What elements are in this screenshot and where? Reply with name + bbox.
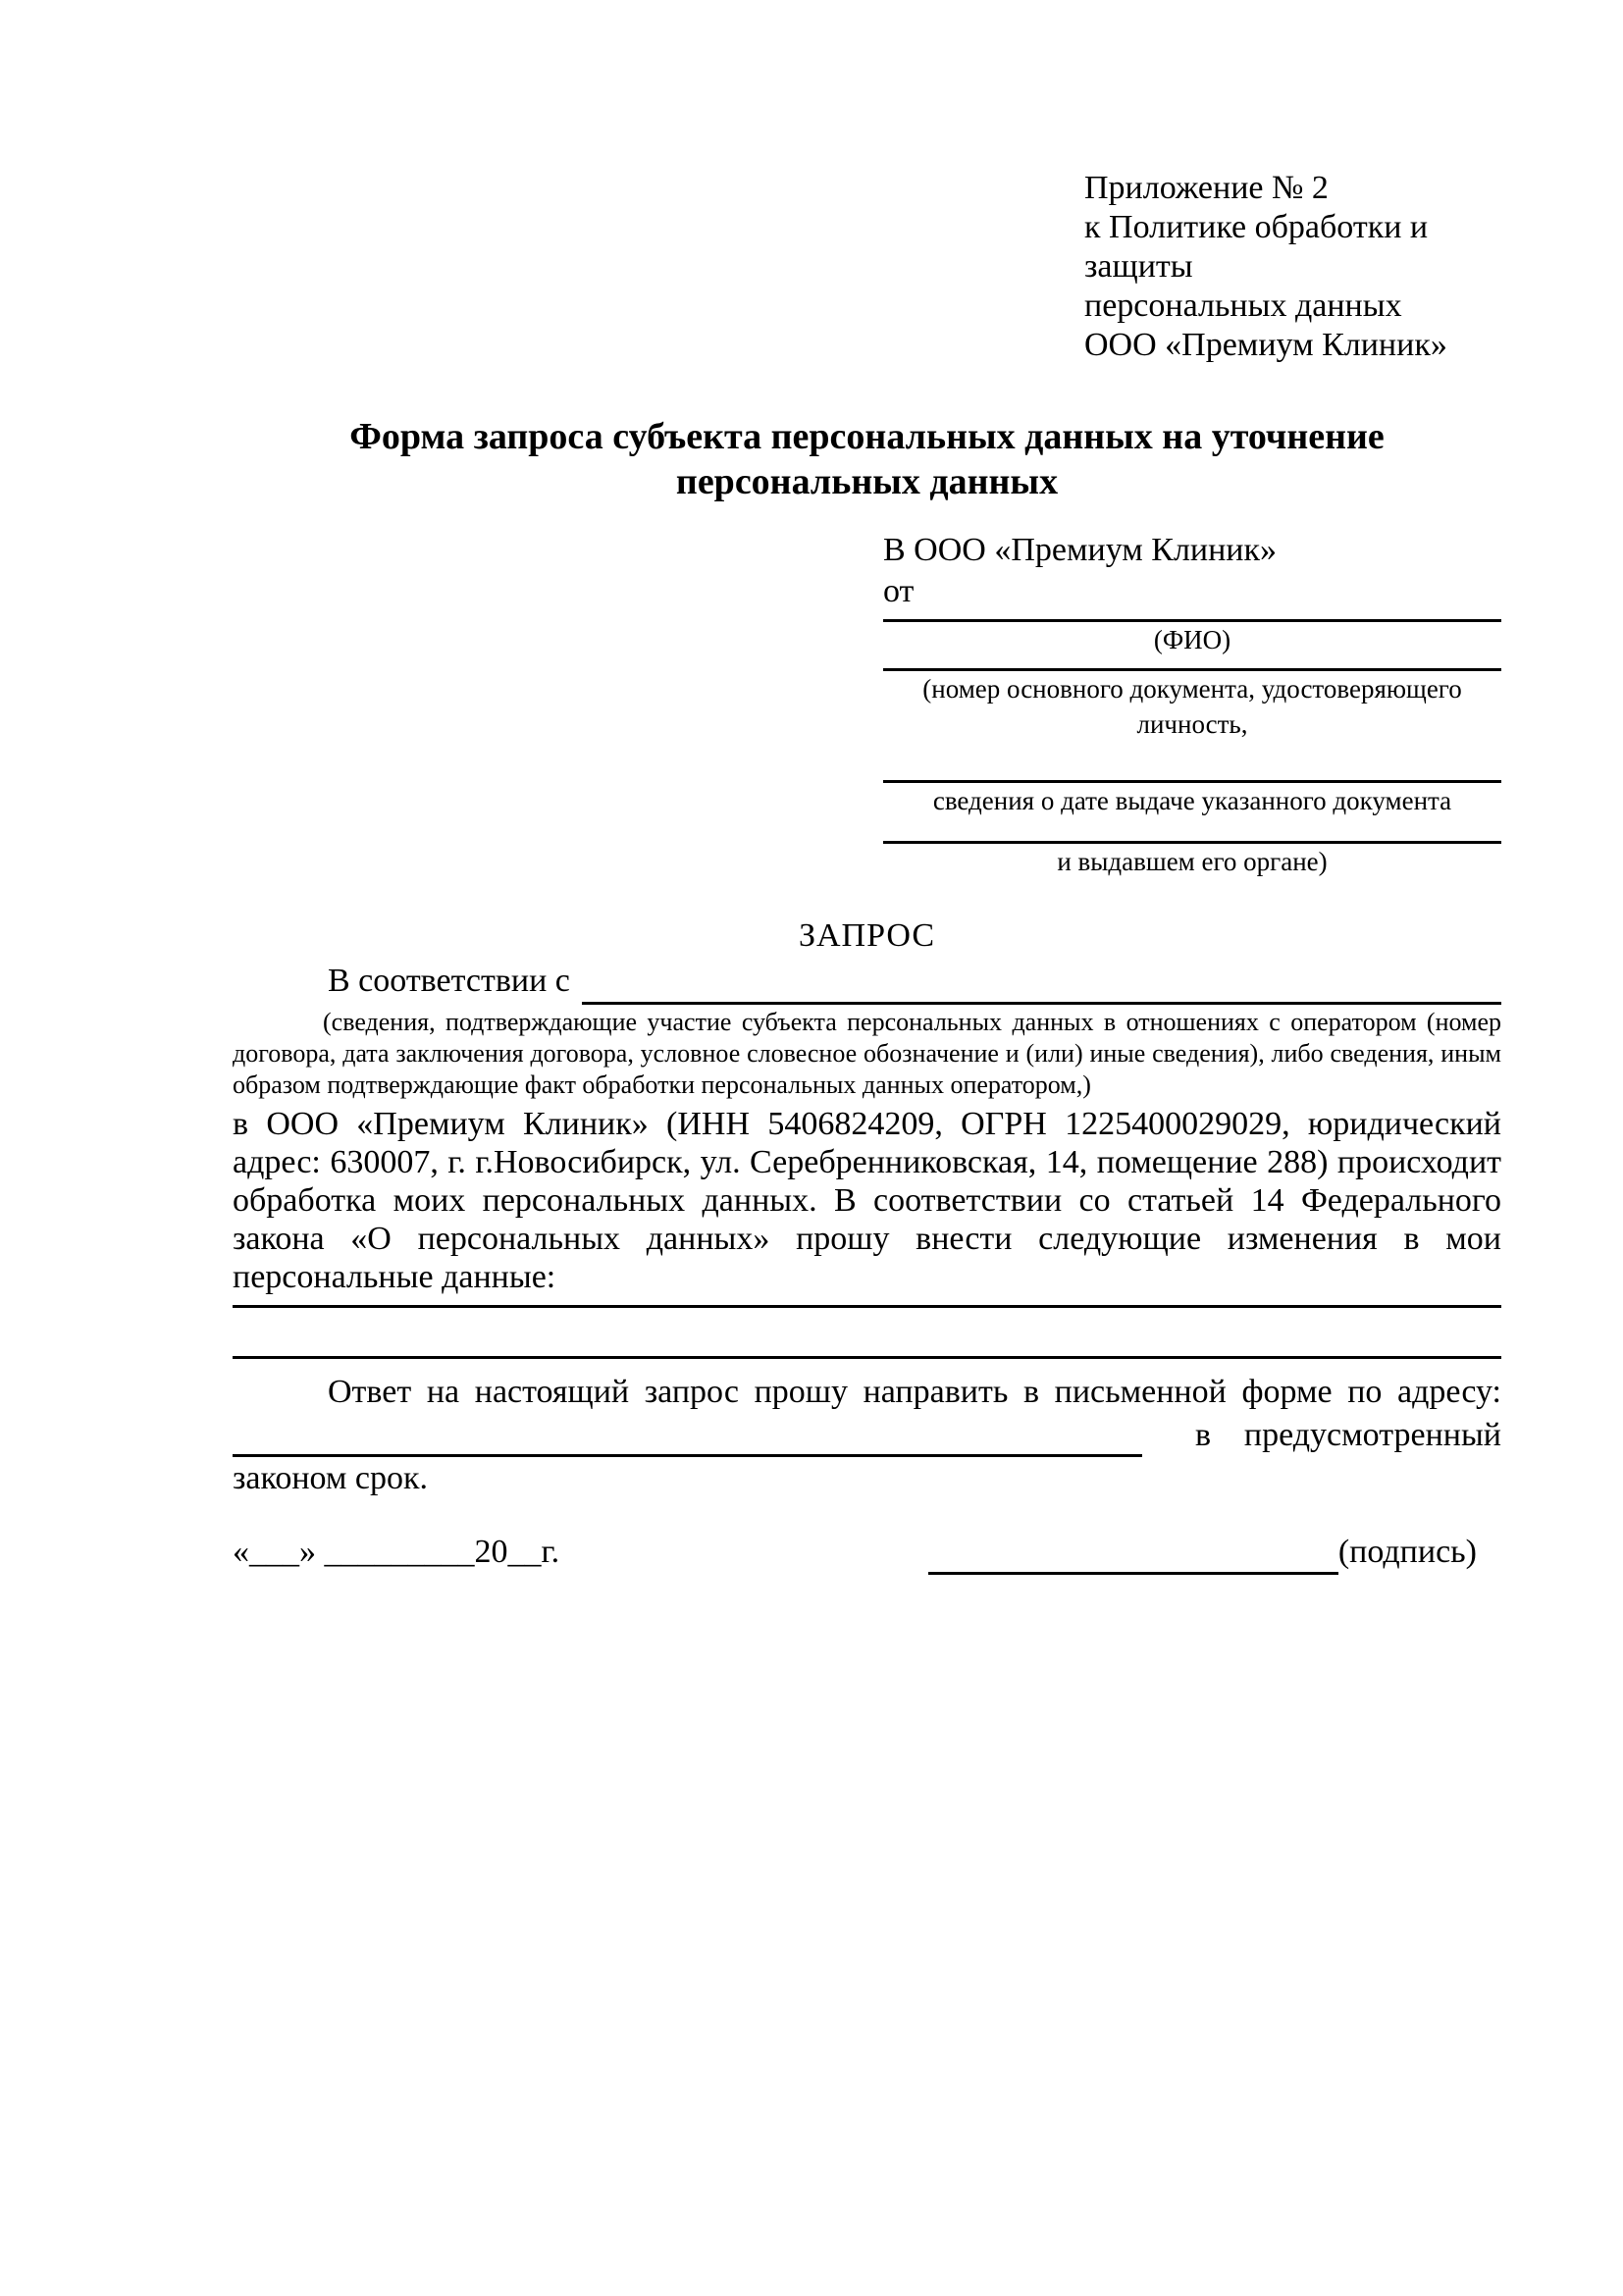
addressee-block — [883, 530, 1501, 879]
request-heading: ЗАПРОС — [798, 917, 936, 954]
appendix-line: ООО «Премиум Клиник» — [1084, 327, 1447, 363]
appendix-line: персональных данных — [1084, 287, 1402, 324]
signature-label: (подпись) — [1337, 1534, 1477, 1570]
changes-fill-line-2 — [233, 1308, 1501, 1359]
addressee-to: В ООО «Премиум Клиник» — [883, 532, 1278, 568]
fine-print-note: (сведения, подтверждающие участие субъекта персональных данных в отношениях с оператором (номер договора, дата заключения договора, условное словесное обозначение и (или) иные сведения), либо сведения, иным образом подтверждающие факт обработки персональных данных оператором,) — [233, 1008, 1501, 1099]
date-blank: «___» _________20__г. — [233, 1534, 560, 1570]
fio-field-line — [883, 612, 1501, 622]
appendix-line: к Политике обработки и защиты — [1084, 209, 1429, 285]
reply-word-predusmotrenny: предусмотренный — [1243, 1417, 1501, 1453]
request-body: в ООО «Премиум Клиник» (ИНН 5406824209, ОГРН 1225400029029, юридический адрес: 630007, г. г.Новосибирск, ул. Серебренниковская, 14, помещение 288) происходит обработка моих персональных данных. В соответствии со статьей 14 Федерального закона «О персональных данных» прошу внести следующие изменения в мои персональные данные: — [233, 1106, 1501, 1295]
fio-label: (ФИО) — [1153, 625, 1231, 654]
appendix-note — [1084, 169, 1506, 365]
changes-fill-line-1 — [233, 1296, 1501, 1308]
reply-word-v: в — [1195, 1417, 1212, 1453]
date-signature-row — [233, 1530, 1501, 1575]
doc-number-label: (номер основного документа, удостоверяющего личность, — [922, 674, 1462, 739]
reply-paragraph-line: Ответ на настоящий запрос прошу направить в письменной форме по адресу: — [328, 1374, 1501, 1410]
intro-fill-line — [582, 965, 1501, 1005]
intro-prefix: В соответствии с — [328, 963, 570, 999]
reply-address-line — [233, 1414, 1501, 1457]
signature-group — [928, 1530, 1477, 1575]
addressee-from-label: от — [883, 573, 915, 609]
reply-closing: законом срок. — [233, 1460, 428, 1496]
issuer-field-line — [883, 818, 1501, 844]
issue-date-label: сведения о дате выдаче указанного документа — [932, 786, 1452, 815]
signature-fill-line — [928, 1538, 1338, 1575]
intro-line — [233, 958, 1501, 1005]
issue-date-field-line — [883, 742, 1501, 783]
form-title: Форма запроса субъекта персональных данных на уточнение персональных данных — [349, 416, 1385, 502]
doc-number-field-line — [883, 657, 1501, 671]
appendix-line: Приложение № 2 — [1084, 170, 1329, 206]
issuer-label: и выдавшем его органе) — [1057, 847, 1328, 876]
address-fill-line — [233, 1422, 1142, 1457]
